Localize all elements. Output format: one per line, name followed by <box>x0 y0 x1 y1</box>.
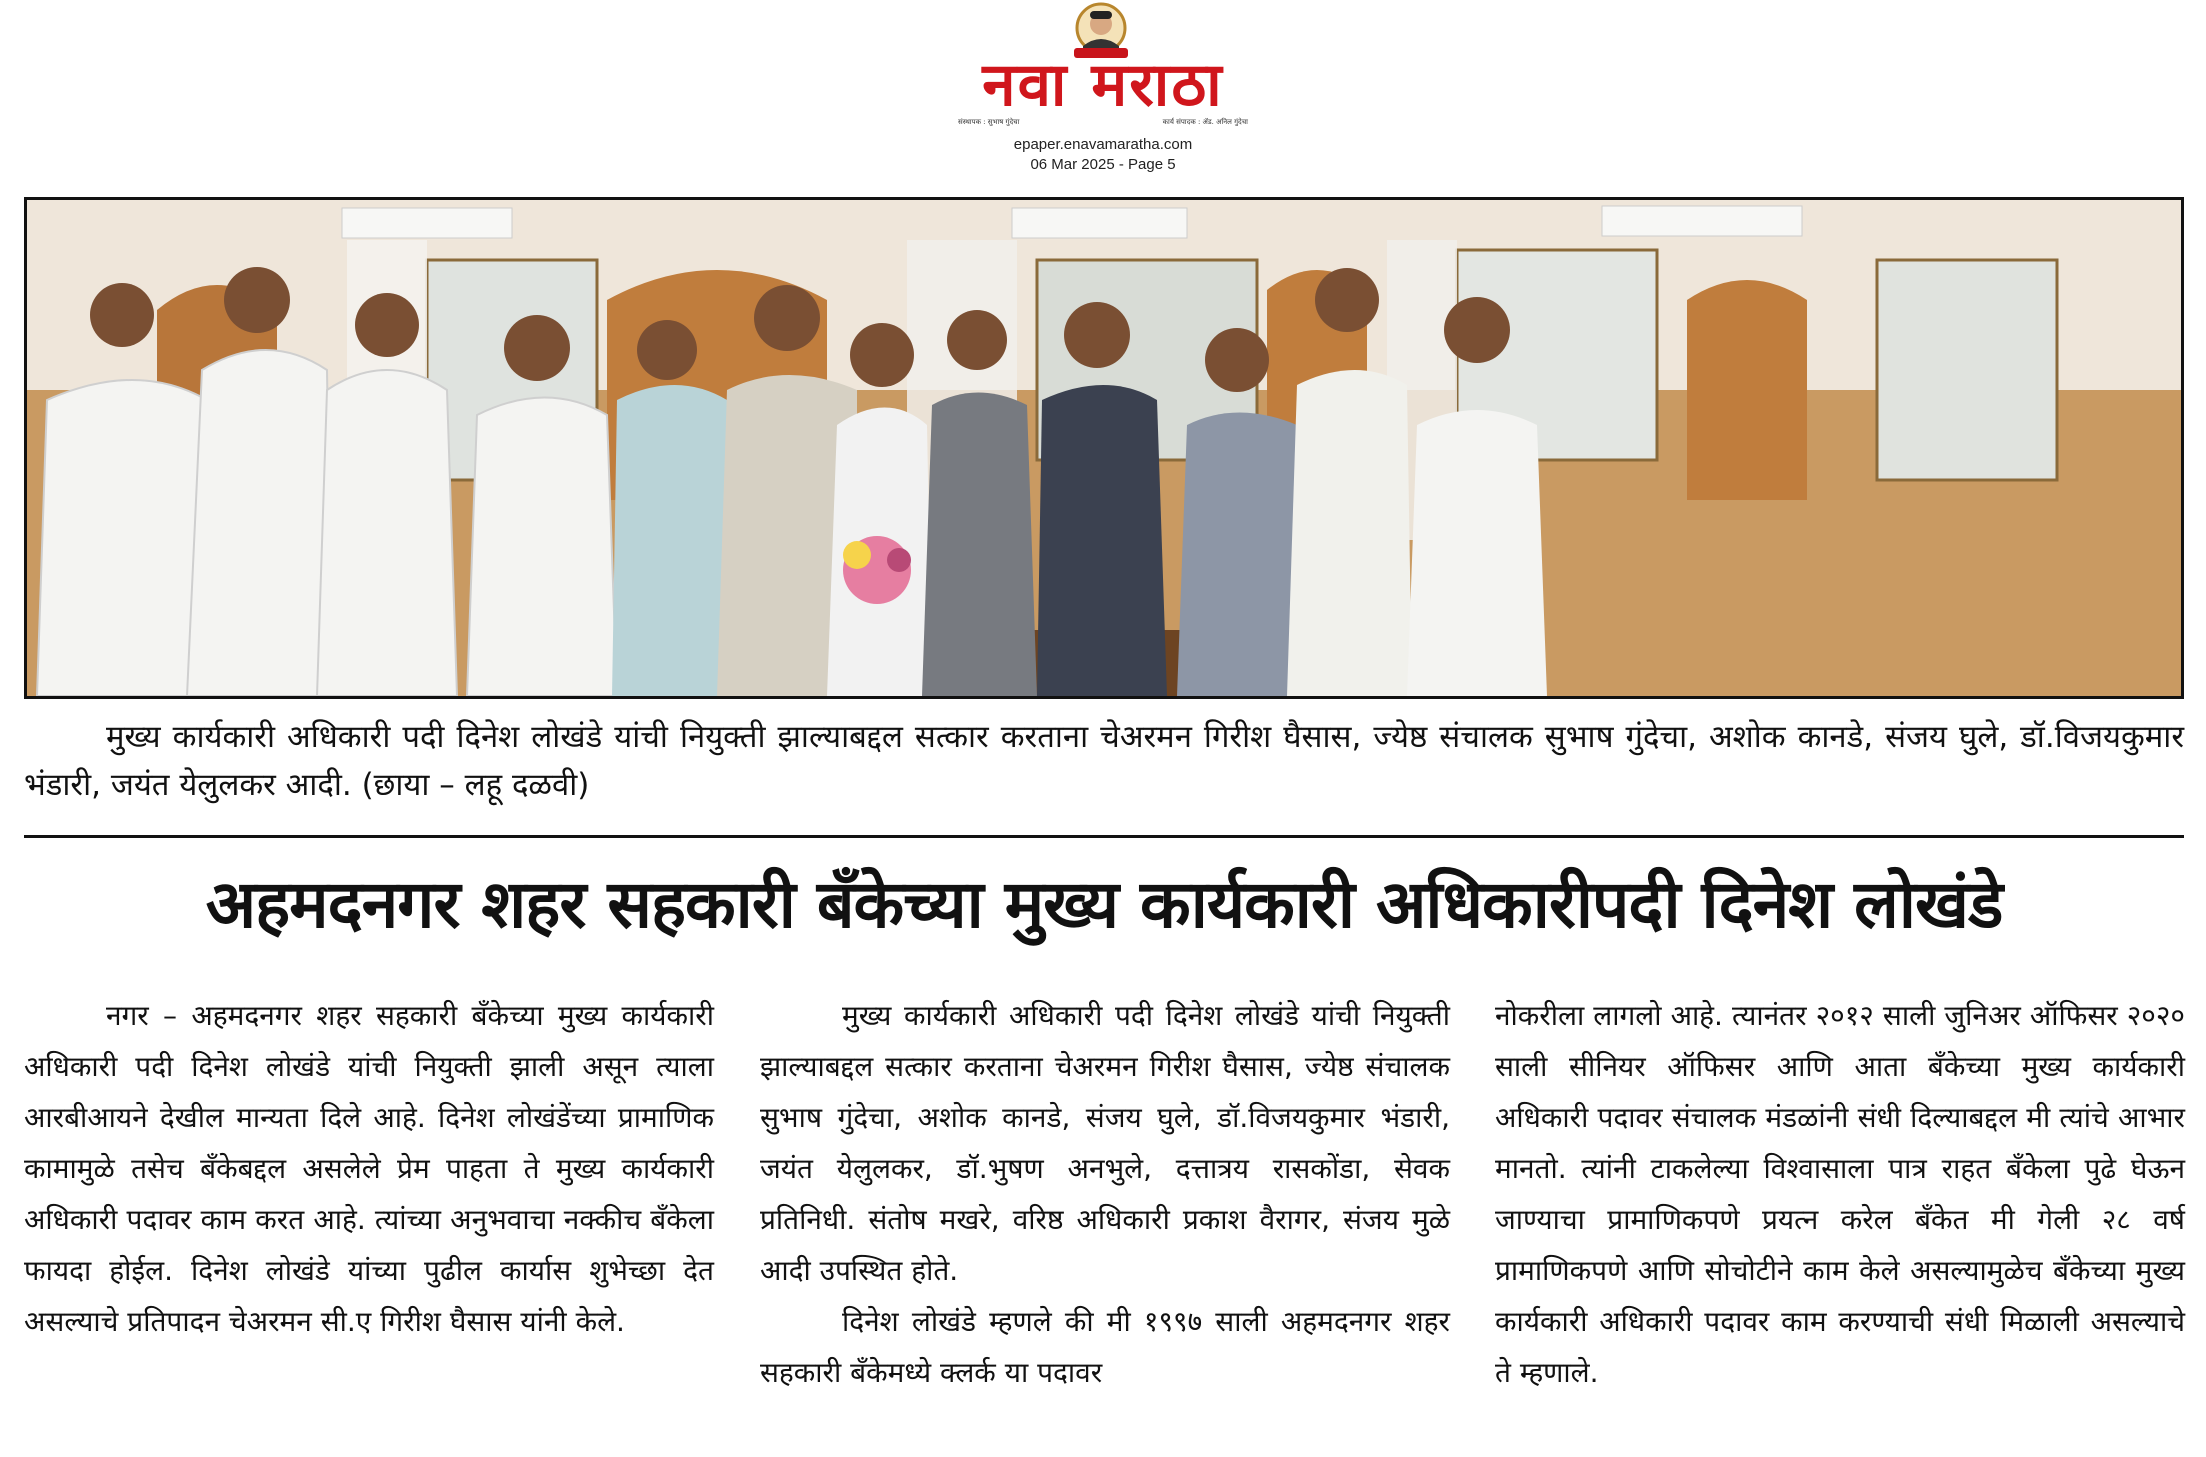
masthead <box>0 0 2206 185</box>
edition-date-page: 06 Mar 2025 - Page 5 <box>1030 156 1176 173</box>
column-2-paragraph-2: दिनेश लोखंडे म्हणले की मी १९९७ साली अहमदनगर शहर सहकारी बँकेमध्ये क्लर्क या पदावर <box>760 1305 1450 1389</box>
column-2-paragraph-1: मुख्य कार्यकारी अधिकारी पदी दिनेश लोखंडे यांची नियुक्ती झाल्याबद्दल सत्कार करताना चेअरमन गिरीश घैसास, ज्येष्ठ संचालक सुभाष गुंदेचा, अशोक कानडे, संजय घुले, डॉ.विजयकुमार भंडारी, जयंत येलुलकर, डॉ.भुषण अनभुले, दत्तात्रय रासकोंडा, सेवक प्रतिनिधी. संतोष मखरे, वरिष्ठ अधिकारी प्रकाश वैरागर, संजय मुळे आदी उपस्थित होते. <box>760 999 1450 1287</box>
logo-subline <box>958 118 1248 127</box>
article-column-1 <box>24 990 714 1347</box>
photo-caption: मुख्य कार्यकारी अधिकारी पदी दिनेश लोखंडे यांची नियुक्ती झाल्याबद्दल सत्कार करताना चेअरमन गिरीश घैसास, ज्येष्ठ संचालक सुभाष गुंदेचा, अशोक कानडे, संजय घुले, डॉ.विजयकुमार भंडारी, जयंत येलुलकर आदी. (छाया – लहू दळवी) <box>24 719 2184 803</box>
group-photo <box>24 197 2184 699</box>
edition-meta <box>0 135 2206 175</box>
founder-line: संस्थापक : सुभाष गुंदेचा <box>958 118 1020 126</box>
article-column-3 <box>1495 990 2185 1398</box>
article-headline: अहमदनगर शहर सहकारी बँकेच्या मुख्य कार्यकारी अधिकारीपदी दिनेश लोखंडे <box>205 866 2003 943</box>
column-3-paragraph: नोकरीला लागलो आहे. त्यानंतर २०१२ साली जुनिअर ऑफिसर २०२० साली सीनियर ऑफिसर आणि आता बँकेच्या मुख्य कार्यकारी अधिकारी पदावर संचालक मंडळांनी संधी दिल्याबद्दल मी त्यांचे आभार मानतो. त्यांनी टाकलेल्या विश्वासाला पात्र राहत बँकेला पुढे घेऊन जाण्याचा प्रामाणिकपणे प्रयत्न करेल बँकेत मी गेली २८ वर्ष प्रामाणिकपणे आणि सोचोटीने काम केले असल्यामुळेच बँकेच्या मुख्य कार्यकारी अधिकारी पदावर काम करण्याची संधी मिळाली असल्याचे ते म्हणाले. <box>1495 999 2185 1389</box>
section-divider <box>24 835 2184 838</box>
website-url[interactable]: epaper.enavamaratha.com <box>1013 136 1193 153</box>
logo-wordmark: नवा मराठा <box>982 50 1224 120</box>
group-photo-image <box>27 200 2181 696</box>
newspaper-logo[interactable] <box>950 0 1256 130</box>
column-1-paragraph: नगर – अहमदनगर शहर सहकारी बँकेच्या मुख्य कार्यकारी अधिकारी पदी दिनेश लोखंडे यांची नियुक्ती झाली असून त्याला आरबीआयने देखील मान्यता दिले आहे. दिनेश लोखंडेंच्या प्रामाणिक कामामुळे तसेच बँकेबद्दल असलेले प्रेम पाहता ते मुख्य कार्यकारी अधिकारी पदावर काम करत आहे. त्यांच्या अनुभवाचा नक्कीच बँकेला फायदा होईल. दिनेश लोखंडे यांच्या पुढील कार्यास शुभेच्छा देत असल्याचे प्रतिपादन चेअरमन सी.ए गिरीश घैसास यांनी केले. <box>24 999 714 1338</box>
editor-line: कार्य संपादक : ॲड. अनिल गुंदेचा <box>1162 118 1248 126</box>
article-column-2 <box>760 990 1450 1398</box>
